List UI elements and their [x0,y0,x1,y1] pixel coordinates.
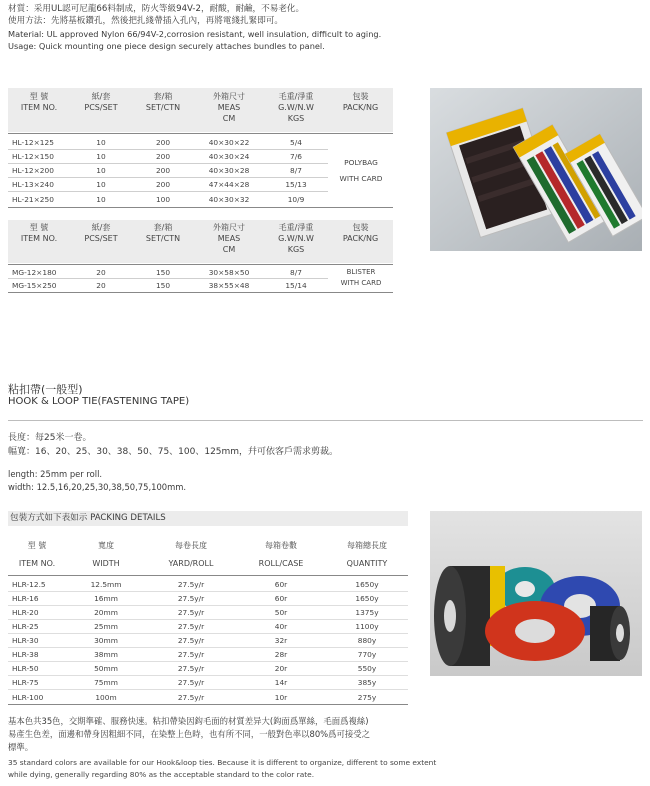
th-zh: 紙/套 [91,92,111,101]
table-cell: HLR-12.5 [12,580,46,589]
table-cell: 10 [96,152,106,161]
table-cell: 150 [155,267,171,277]
table-row [8,676,408,690]
th-en: PCS/SET [84,103,118,112]
th-en: MEAS [217,234,241,243]
table-cell: HLR-25 [12,622,39,631]
table-row [8,578,408,592]
table1-pack [330,157,392,185]
table-row [8,592,408,606]
table-cell: 27.5y/r [177,580,205,589]
width-zh: 幅寬：16、20、25、30、38、50、75、100、125mm，幷可依客戶需求剪裁。 [8,447,339,457]
table3-header [8,540,408,569]
table-cell: 27.5y/r [177,608,205,617]
table-cell: 27.5y/r [177,692,205,702]
table-cell: 100 [155,194,171,204]
table-cell: 8/7 [290,166,302,175]
th-zh: 套/箱 [153,92,173,101]
table-cell: HLR-50 [12,664,39,673]
table-cell: HLR-16 [12,594,39,603]
th-en: SET/CTN [145,103,181,112]
pack-line1: POLYBAG [344,158,378,167]
table-cell: 10 [96,138,106,147]
table-cell: 10 [96,166,106,175]
th-en: YARD/ROLL [168,559,214,568]
table-cell: 27.5y/r [177,650,205,659]
table-cell: 27.5y/r [177,622,205,631]
table-cell: 20 [96,267,106,277]
table-row [8,136,328,150]
table-cell: 200 [155,152,171,161]
table-cell: 20mm [94,608,118,617]
table-cell: 385y [357,678,377,687]
table-cell: HL-12×200 [12,166,54,175]
footer-en-2: while dying, generally regarding 80% as the acceptable standard to the color rate. [8,770,315,779]
th-zh: 包裝 [352,223,369,232]
table2-pack [330,267,392,289]
table-cell: 50mm [94,664,118,673]
th-en: ROLL/CASE [258,559,304,568]
material-zh: 材質：采用UL認可尼龍66料制成，防火等級94V-2，耐酸，耐鹼，不易老化。 [8,4,305,14]
table-cell: 40×30×32 [208,194,250,204]
table-cell: 7/6 [290,152,302,161]
table-cell: 40×30×28 [208,166,250,175]
table-row [8,634,408,648]
table-cell: 20 [96,281,106,290]
th-zh: 每卷長度 [175,541,207,550]
table-cell: MG-15×250 [12,281,57,290]
table-cell: 10r [274,692,288,702]
th-en: PCS/SET [84,234,118,243]
packing-title: 包裝方式如下表如示 PACKING DETAILS [10,513,166,523]
table-cell: HLR-20 [12,608,39,617]
table-cell: 770y [357,650,377,659]
th-en: MEAS [217,103,241,112]
table-cell: 15/13 [285,180,307,189]
table-cell: 40r [274,622,288,631]
product-photo-hook-loop-rolls [430,511,642,676]
table-row [8,178,328,192]
table-cell: 38mm [94,650,118,659]
table-row [8,164,328,178]
th-en: PACK/NG [342,103,379,112]
table-cell: 25mm [94,622,118,631]
th-zh: 紙/套 [91,223,111,232]
table-cell: 32r [274,636,288,645]
table2-body [8,266,328,292]
th-en: WIDTH [92,559,120,568]
table-cell: 150 [155,281,171,290]
usage-zh: 使用方法：先將基板鑽孔，然後把扎綫帶插入孔內，再將電綫扎緊即可。 [8,16,284,26]
table-cell: 27.5y/r [177,664,205,673]
th-zh: 毛重/淨重 [278,223,314,232]
footer-zh-2: 易產生色差，面邊和帶身因粗細不同，在染整上色時，也有所不同，一般對色率以80%爲可接受之 [8,729,370,739]
product-photo-cable-ties [430,88,642,251]
table-cell: HL-21×250 [12,194,54,204]
table-cell: 1650y [355,594,379,603]
table-cell: 75mm [94,678,118,687]
table-cell: 27.5y/r [177,636,205,645]
table-cell: 1375y [355,608,379,617]
table-row [8,620,408,634]
th-zh: 每箱總長度 [347,541,387,550]
th-zh: 套/箱 [153,223,173,232]
table-cell: 10 [96,180,106,189]
table-cell: 30×58×50 [208,267,250,277]
table1-body [8,136,328,206]
table-cell: 16mm [94,594,118,603]
table-cell: 30mm [94,636,118,645]
table-cell: 10/9 [287,194,305,204]
table-cell: 12.5mm [90,580,122,589]
pack-line1: BLISTER [346,268,376,276]
th-zh: 每箱卷數 [265,541,297,550]
th-en: ITEM NO. [20,234,58,243]
table-row [8,648,408,662]
table-cell: MG-12×180 [12,267,57,277]
table-cell: HL-12×125 [12,138,54,147]
pack-line2: WITH CARD [340,279,382,287]
th-zh: 型 號 [27,541,47,550]
table-cell: 5/4 [290,138,302,147]
th-en2: CM [222,114,236,123]
table-row [8,192,328,206]
table-cell: 60r [274,580,288,589]
table-cell: 550y [357,664,377,673]
th-en: SET/CTN [145,234,181,243]
table-cell: 8/7 [290,267,302,277]
th-en2: CM [222,245,236,254]
table-cell: 40×30×22 [208,138,250,147]
th-en: ITEM NO. [18,559,56,568]
section-title-zh: 粘扣帶(一般型) [8,383,83,396]
table-cell: 20r [274,664,288,673]
table-cell: 275y [357,692,377,702]
th-zh: 型 號 [29,223,49,232]
th-zh: 寬度 [98,541,114,550]
table-cell: 200 [155,180,171,189]
th-en2: KGS [287,114,305,123]
th-zh: 外箱尺寸 [213,223,245,232]
th-en: PACK/NG [342,234,379,243]
table-row [8,279,328,292]
table-cell: HLR-75 [12,678,39,687]
footer-zh-3: 標準。 [8,742,34,752]
section-divider [8,420,643,421]
table-cell: 15/14 [285,281,307,290]
table-cell: 200 [155,166,171,175]
table-cell: HLR-100 [12,692,44,702]
table-cell: HL-12×150 [12,152,54,161]
section-title-en: HOOK & LOOP TIE(FASTENING TAPE) [8,396,190,407]
table-cell: 14r [274,678,288,687]
table-cell: 47×44×28 [208,180,250,189]
th-zh: 毛重/淨重 [278,92,314,101]
table-cell: 1100y [355,622,379,631]
usage-en: Usage: Quick mounting one piece design securely attaches bundles to panel. [8,41,325,51]
table-row [8,690,408,704]
th-en: G.W/N.W [278,234,314,243]
table-cell: 40×30×24 [208,152,250,161]
table-row [8,150,328,164]
length-zh: 長度：每25米一卷。 [8,433,92,443]
table-cell: 200 [155,138,171,147]
table-cell: 60r [274,594,288,603]
table-cell: HLR-38 [12,650,39,659]
th-zh: 外箱尺寸 [213,92,245,101]
table1-header [8,91,393,124]
pack-line2: WITH CARD [339,174,383,183]
table-cell: HL-13×240 [12,180,54,189]
table-cell: 880y [357,636,377,645]
th-en2: KGS [287,245,305,254]
footer-en-1: 35 standard colors are available for our Hook&loop ties. Because it is different to organize, different to some extent [8,758,437,767]
table-cell: 10 [96,194,106,204]
table-cell: 38×55×48 [208,281,250,290]
width-en: width: 12.5,16,20,25,30,38,50,75,100mm. [8,482,187,492]
table-row [8,662,408,676]
table-cell: 100m [95,692,117,702]
table-cell: 1650y [355,580,379,589]
table-cell: 28r [274,650,288,659]
table-row [8,606,408,620]
table-cell: 27.5y/r [177,594,205,603]
th-en: G.W/N.W [278,103,314,112]
table-cell: 50r [274,608,288,617]
footer-zh-1: 基本色共35色，交期準確、服務快速。粘扣帶染因鈎毛面的材質差异大(鈎面爲單絲，毛面爲複絲) [8,716,369,726]
table-cell: 27.5y/r [177,678,205,687]
table3-body [8,578,408,704]
th-zh: 包裝 [352,92,369,101]
th-en: ITEM NO. [20,103,58,112]
table-cell: HLR-30 [12,636,39,645]
material-en: Material: UL approved Nylon 66/94V-2,corrosion resistant, well insulation, difficult to aging. [8,29,382,39]
table-row [8,266,328,279]
th-en: QUANTITY [346,559,388,568]
length-en: length: 25mm per roll. [8,469,103,479]
table2-header [8,222,393,255]
th-zh: 型 號 [29,92,49,101]
